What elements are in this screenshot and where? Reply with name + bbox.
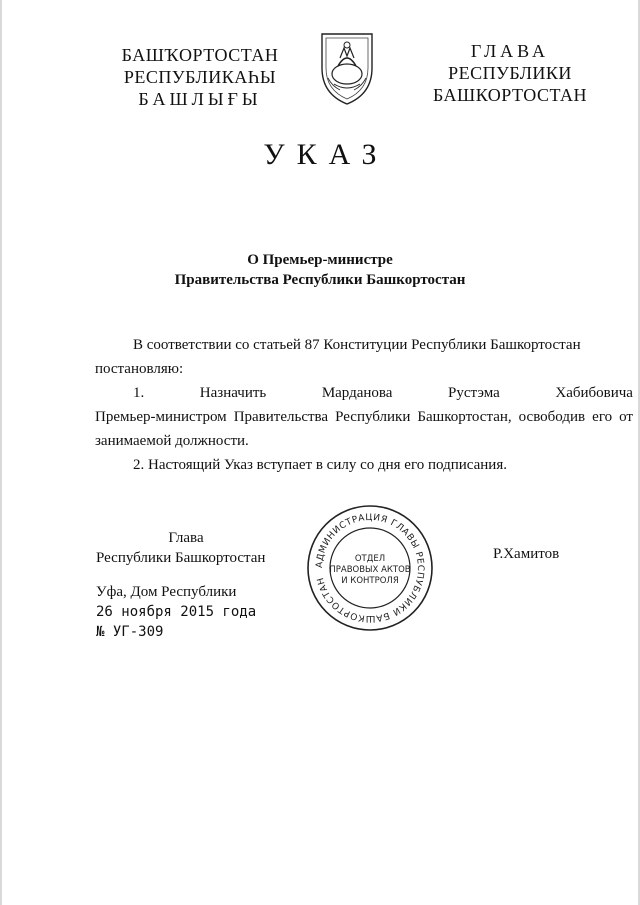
document-date: 26 ноября 2015 года bbox=[96, 604, 257, 620]
item-1-word: Марданова bbox=[321, 385, 393, 401]
item-1-word: 1. bbox=[133, 385, 145, 401]
title-line-1: О Премьер-министре bbox=[247, 252, 393, 268]
signatory-position bbox=[96, 528, 296, 568]
item-1-word: Назначить bbox=[199, 385, 267, 401]
place-city: Уфа, Дом Республики bbox=[96, 584, 237, 600]
title-line-2: Правительства Республики Башкортостан bbox=[174, 272, 466, 288]
scan-edge-left bbox=[0, 0, 2, 905]
stamp-center-line-1: ОТДЕЛ bbox=[354, 554, 386, 564]
position-line-1: Глава bbox=[168, 530, 204, 546]
official-stamp bbox=[305, 503, 435, 633]
document-body bbox=[95, 333, 633, 477]
item-2: 2. Настоящий Указ вступает в силу со дня его подписания. bbox=[133, 457, 507, 473]
signatory-name: Р.Хамитов bbox=[493, 546, 560, 562]
stamp-center-line-2: ПРАВОВЫХ АКТОВ bbox=[329, 565, 411, 575]
item-1-word: Рустэма bbox=[448, 385, 500, 401]
header-left-line-2: РЕСПУБЛИКАҺЫ bbox=[123, 67, 277, 87]
document-title bbox=[0, 250, 640, 290]
header-right-line-3: БАШКОРТОСТАН bbox=[432, 85, 588, 105]
item-1-rest: Премьер-министром Правительства Республики Башкортостан, освободив его от занимаемой должности. bbox=[95, 409, 633, 449]
header-bashkir bbox=[110, 44, 290, 110]
header-right-line-2: РЕСПУБЛИКИ bbox=[448, 63, 572, 83]
header-left-line-1: БАШҠОРТОСТАН bbox=[121, 45, 279, 65]
document-number: № УГ-309 bbox=[96, 624, 164, 640]
header-right-line-1: ГЛАВА bbox=[470, 41, 550, 61]
document-type: УКАЗ bbox=[263, 138, 389, 171]
coat-of-arms-icon bbox=[314, 28, 380, 108]
stamp-ring-text: АДМИНИСТРАЦИЯ ГЛАВЫ РЕСПУБЛИКИ БАШКОРТОСТАН bbox=[314, 512, 426, 624]
place-date-number bbox=[96, 582, 256, 642]
position-line-2: Республики Башкортостан bbox=[96, 550, 266, 566]
header-russian bbox=[420, 40, 600, 106]
stamp-center-line-3: И КОНТРОЛЯ bbox=[341, 576, 399, 586]
item-1-first-line bbox=[95, 381, 633, 405]
intro-paragraph: В соответствии со статьей 87 Конституции Республики Башкортостан bbox=[133, 337, 581, 353]
intro-continuation: постановляю: bbox=[95, 361, 184, 377]
header-left-line-3: БАШЛЫҒЫ bbox=[138, 89, 262, 109]
item-1-word: Хабибовича bbox=[555, 385, 633, 401]
